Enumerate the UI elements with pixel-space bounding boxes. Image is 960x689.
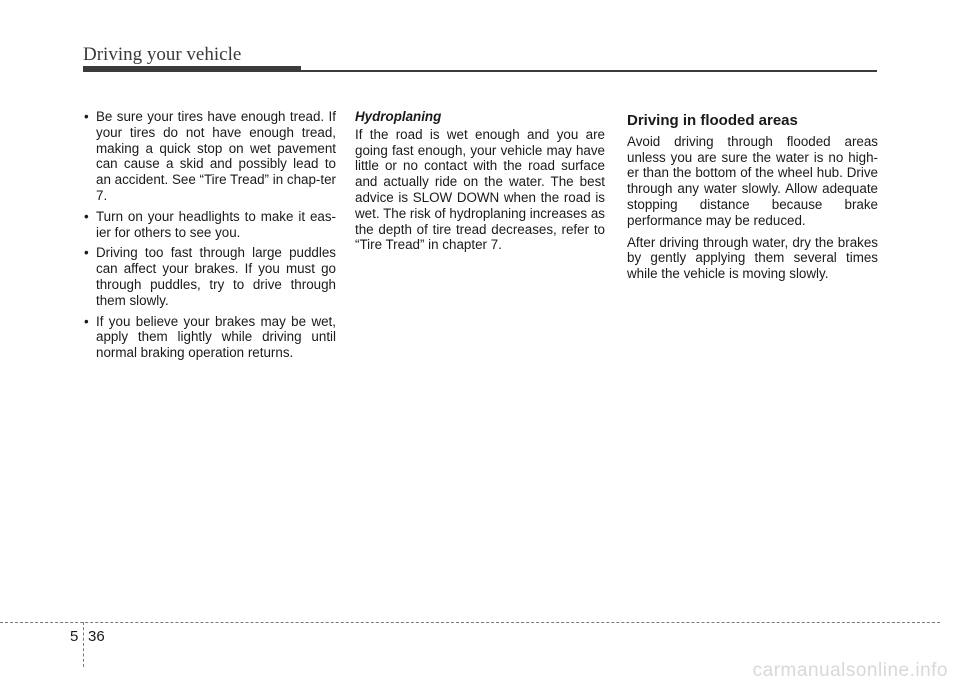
bullet-icon: • <box>84 109 89 124</box>
column-3 <box>627 109 878 288</box>
bullet-icon: • <box>84 245 89 261</box>
flooded-areas-title: Driving in flooded areas <box>627 112 798 129</box>
list-item: • Driving too fast through large puddles can affect your brakes. If you must go through puddles, try to drive through them slowly. <box>84 245 336 308</box>
chapter-number: 5 <box>70 628 79 645</box>
hydroplaning-subtitle: Hydroplaning <box>355 109 442 124</box>
header-accent-bar <box>83 66 301 72</box>
list-item: • If you believe your brakes may be wet, apply them lightly while driving until normal braking operation returns. <box>84 313 336 361</box>
page-number: 36 <box>88 628 105 645</box>
footer-rule <box>0 622 940 623</box>
list-item: • Turn on your headlights to make it eas-ier for others to see you. <box>84 208 336 240</box>
flooded-areas-paragraph: Avoid driving through flooded areas unless you are sure the water is no high-er than the bottom of the wheel hub. Drive through any water slowly. Allow adequate stopping distance because brake performance may be reduced. <box>627 133 878 228</box>
list-item: • Be sure your tires have enough tread. If your tires do not have enough tread, making a quick stop on wet pavement can cause a skid and possibly lead to an accident. See “Tire Tread” in chap-ter 7. <box>84 109 336 203</box>
column-1 <box>82 109 336 366</box>
bullet-icon: • <box>84 313 89 329</box>
footer-divider <box>83 622 84 667</box>
watermark: carmanualsonline.info <box>752 660 948 681</box>
column-2 <box>355 109 605 259</box>
hydroplaning-paragraph: If the road is wet enough and you are going fast enough, your vehicle may have little or no contact with the road surface and actually ride on the water. The best advice is SLOW DOWN when the road is wet. The risk of hydroplaning increases as the depth of tire tread decreases, refer to “Tire Tread” in chapter 7. <box>355 126 605 253</box>
safety-bullet-list <box>82 109 336 361</box>
bullet-icon: • <box>84 208 89 224</box>
flooded-areas-paragraph: After driving through water, dry the brakes by gently applying them several times while the vehicle is moving slowly. <box>627 234 878 282</box>
header-rule <box>301 70 877 72</box>
section-header-title: Driving your vehicle <box>83 44 242 65</box>
